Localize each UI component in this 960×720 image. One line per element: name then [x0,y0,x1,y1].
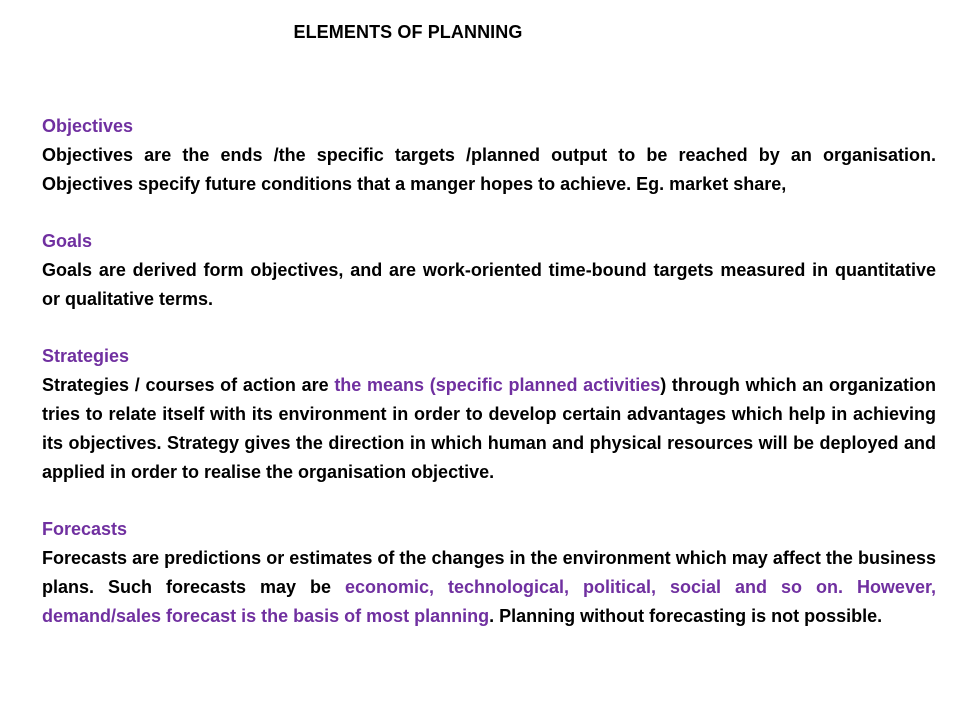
section-objectives [42,112,936,198]
body-strategies-after: ) through which an organization tries to relate itself with its environment in order to develop certain advantages which help in achieving its objectives. Strategy gives the direction in which human and physical resources will be deployed and applied in order to realise the organisation objective. [42,375,937,482]
heading-goals: Goals [42,231,93,252]
body-forecasts-before: Forecasts are predictions or estimates of the changes in the environment which may affect the business plans. Such forecasts may be [42,547,936,597]
slide-title: ELEMENTS OF PLANNING [293,22,523,42]
body-strategies [42,371,936,486]
body-strategies-before: Strategies / courses of action are [42,375,335,396]
slide-content [42,112,936,659]
heading-objectives: Objectives [42,116,134,136]
heading-forecasts: Forecasts [42,519,128,540]
body-strategies-highlight: the means (specific planned activities [334,375,661,396]
body-forecasts-after: . Planning without forecasting is not possible. [489,605,883,626]
body-forecasts [42,544,936,630]
section-forecasts [42,515,936,630]
section-goals [42,227,936,313]
section-strategies [42,342,936,486]
heading-strategies: Strategies [42,346,130,367]
body-forecasts-highlight: economic, technological, political, social and so on. However, demand/sales forecast is the basis of most planning [42,576,936,626]
body-objectives: Objectives are the ends /the specific targets /planned output to be reached by an organisation. Objectives specify future conditions that a manger hopes to achieve. Eg. market share, [42,144,936,194]
body-goals: Goals are derived form objectives, and are work-oriented time-bound targets measured in quantitative or qualitative terms. [42,259,936,309]
